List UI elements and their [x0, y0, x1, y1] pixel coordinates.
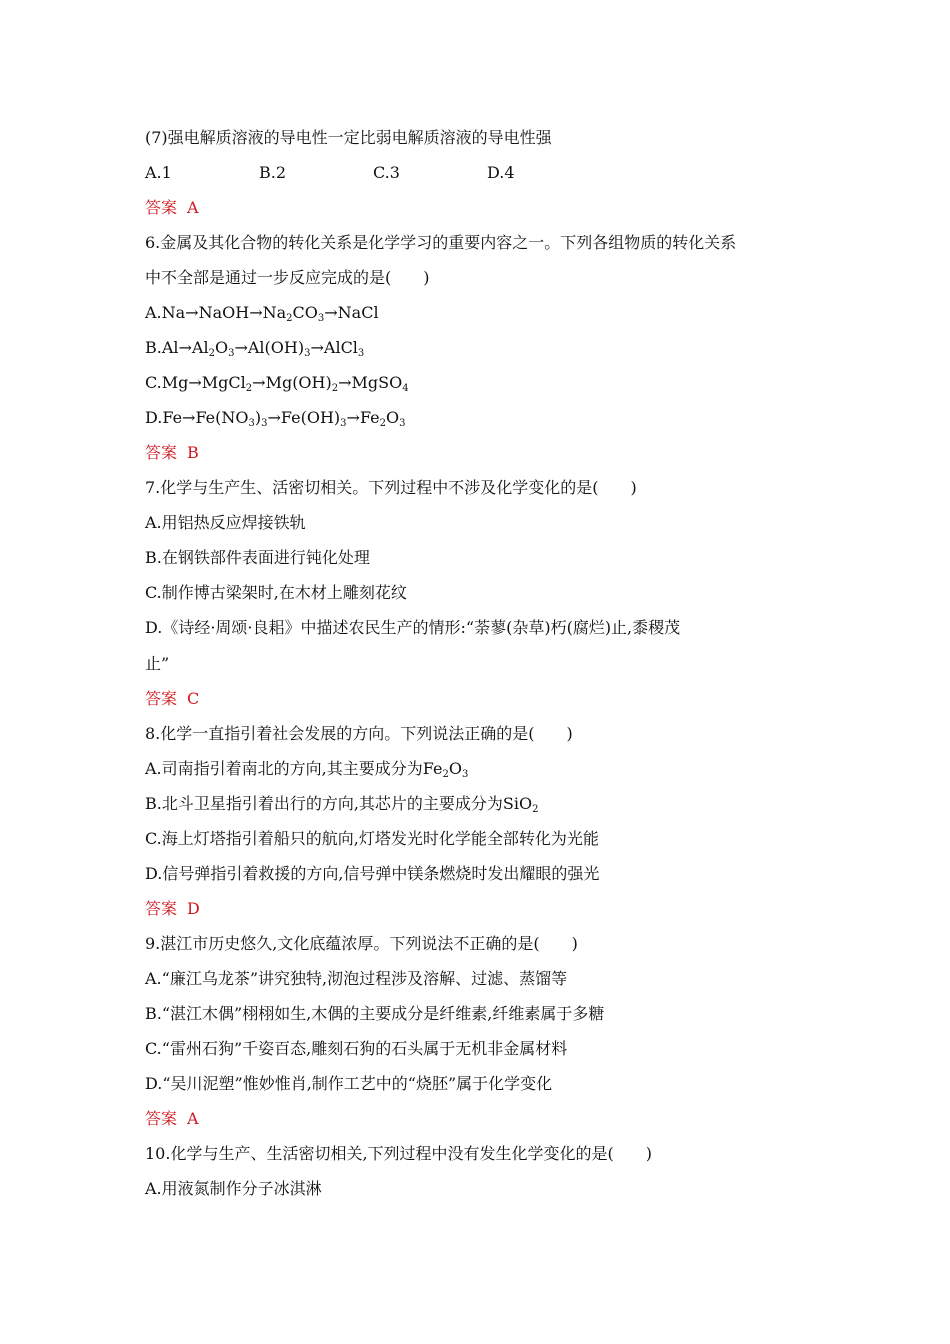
q7-option-d-line2: 止” [145, 654, 170, 673]
q9-option-c: C.“雷州石狗”千姿百态,雕刻石狗的石头属于无机非金属材料 [145, 1039, 568, 1058]
answer-value: A [187, 1109, 199, 1128]
q7-answer [145, 688, 199, 710]
q9-option-d: D.“吴川泥塑”惟妙惟肖,制作工艺中的“烧胚”属于化学变化 [145, 1074, 553, 1093]
answer-label: 答案 [145, 1109, 178, 1128]
q6-stem-line2: 中不全部是通过一步反应完成的是( ) [145, 268, 430, 287]
q6-answer [145, 442, 199, 464]
q10-option-a: A.用液氮制作分子冰淇淋 [145, 1179, 322, 1198]
q7-option-a: A.用铝热反应焊接铁轨 [145, 513, 306, 532]
q6-option-b: $B.Al\to Al_2O_3\to Al(OH)_3\to AlCl_3$ [145, 338, 365, 359]
q5-option-c: C.3 [373, 163, 400, 182]
answer-value: B [187, 443, 199, 462]
q8-option-c: C.海上灯塔指引着船只的航向,灯塔发光时化学能全部转化为光能 [145, 829, 599, 848]
q5-statement-7: (7)强电解质溶液的导电性一定比弱电解质溶液的导电性强 [145, 128, 552, 147]
q7-option-c: C.制作博古梁架时,在木材上雕刻花纹 [145, 583, 407, 602]
q8-stem: 8.化学一直指引着社会发展的方向。下列说法正确的是( ) [145, 724, 573, 743]
q6-option-a: $A.Na\to NaOH\to Na_2CO_3\to NaCl$ [145, 303, 379, 324]
answer-value: A [187, 198, 199, 217]
answer-label: 答案 [145, 198, 178, 217]
q7-stem: 7.化学与生产生、活密切相关。下列过程中不涉及化学变化的是( ) [145, 478, 637, 497]
q8-answer [145, 898, 200, 920]
q7-option-b: B.在钢铁部件表面进行钝化处理 [145, 548, 370, 567]
q5-option-b: B.2 [259, 163, 287, 182]
answer-value: D [187, 899, 200, 918]
q9-answer [145, 1108, 199, 1130]
q8-option-a: A.司南指引着南北的方向,其主要成分为$Fe_2O_3$ [145, 759, 469, 780]
q9-option-a: A.“廉江乌龙茶”讲究独特,沏泡过程涉及溶解、过滤、蒸馏等 [145, 969, 568, 988]
answer-label: 答案 [145, 899, 178, 918]
answer-label: 答案 [145, 689, 178, 708]
q8-option-d: D.信号弹指引着救援的方向,信号弹中镁条燃烧时发出耀眼的强光 [145, 864, 600, 883]
q10-stem: 10.化学与生产、生活密切相关,下列过程中没有发生化学变化的是( ) [145, 1144, 653, 1163]
q6-option-c: $C.Mg\to MgCl_2\to Mg(OH)_2\to MgSO_4$ [145, 373, 409, 394]
q9-option-b: B.“湛江木偶”栩栩如生,木偶的主要成分是纤维素,纤维素属于多糖 [145, 1004, 605, 1023]
q8-option-b: B.北斗卫星指引着出行的方向,其芯片的主要成分为SiO$_2$ [145, 794, 539, 815]
q5-answer [145, 197, 199, 219]
q5-options [145, 162, 601, 184]
q5-option-a: A.1 [145, 163, 172, 182]
answer-value: C [187, 689, 200, 708]
q6-stem-line1: 6.金属及其化合物的转化关系是化学学习的重要内容之一。下列各组物质的转化关系 [145, 233, 737, 252]
q5-option-d: D.4 [487, 163, 515, 182]
q9-stem: 9.湛江市历史悠久,文化底蕴浓厚。下列说法不正确的是( ) [145, 934, 578, 953]
answer-label: 答案 [145, 443, 178, 462]
q7-option-d-line1: D.《诗经·周颂·良耜》中描述农民生产的情形:“荼蓼(杂草)朽(腐烂)止,黍稷茂 [145, 618, 681, 637]
q6-option-d: $D.Fe\to Fe(NO_3)_3\to Fe(OH)_3\to Fe_2O_3$ [145, 408, 406, 429]
